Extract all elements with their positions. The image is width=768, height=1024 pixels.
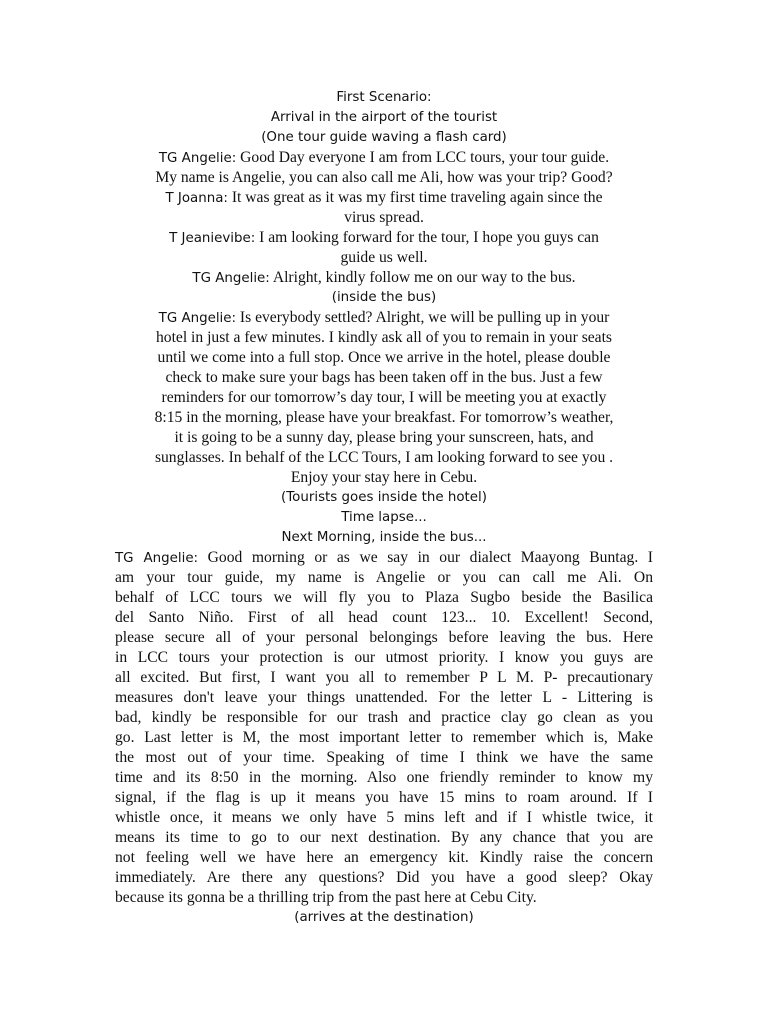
- script-line: [115, 448, 653, 468]
- line-text: behalf of LCC tours we will fly you to Plaza Sugbo beside the Basilica: [115, 589, 653, 606]
- script-line: [115, 688, 653, 708]
- script-line: [115, 248, 653, 268]
- line-text: virus spread.: [344, 209, 424, 226]
- line-text: Good morning or as we say in our dialect Maayong Buntag. I: [198, 549, 653, 566]
- script-line: [115, 768, 653, 788]
- script-line: [115, 428, 653, 448]
- line-text: (inside the bus): [331, 290, 437, 305]
- script-line: [115, 868, 653, 888]
- line-text: hotel in just a few minutes. I kindly ask all of you to remain in your seats: [155, 329, 613, 346]
- line-text: sunglasses. In behalf of the LCC Tours, I am looking forward to see you .: [154, 449, 614, 466]
- script-line: [115, 368, 653, 388]
- script-line: [115, 208, 653, 228]
- script-line: [115, 408, 653, 428]
- line-text: (Tourists goes inside the hotel): [281, 490, 487, 505]
- line-text: Good Day everyone I am from LCC tours, your tour guide.: [236, 149, 610, 166]
- script-line: [115, 588, 653, 608]
- line-text: Alright, kindly follow me on our way to the bus.: [269, 269, 576, 286]
- script-line: [115, 888, 653, 908]
- line-text: measures don't leave your things unattended. For the letter L - Littering is: [115, 689, 653, 706]
- speaker-label: T Jeanievibe:: [169, 231, 256, 246]
- script-line: [115, 828, 653, 848]
- dialogue-line: [115, 148, 653, 168]
- line-text: reminders for our tomorrow’s day tour, I will be meeting you at exactly: [161, 389, 607, 406]
- script-line: [115, 108, 653, 128]
- speaker-label: TG Angelie:: [158, 311, 237, 326]
- script-line: [115, 488, 653, 508]
- line-text: check to make sure your bags has been taken off in the bus. Just a few: [165, 369, 603, 386]
- script-line: [115, 648, 653, 668]
- line-text: all excited. But first, I want you all to remember P L M. P- precautionary: [115, 669, 653, 686]
- speaker-label: TG Angelie:: [158, 151, 237, 166]
- dialogue-line: [115, 188, 653, 208]
- dialogue-line: [115, 268, 653, 288]
- line-text: time and its 8:50 in the morning. Also one friendly reminder to know my: [115, 769, 653, 786]
- script-line: [115, 388, 653, 408]
- line-text: because its gonna be a thrilling trip from the past here at Cebu City.: [115, 889, 537, 906]
- script-line: [115, 288, 653, 308]
- line-text: in LCC tours your protection is our utmost priority. I know you guys are: [115, 649, 653, 666]
- script-line: [115, 528, 653, 548]
- script-line: [115, 168, 653, 188]
- line-text: Enjoy your stay here in Cebu.: [290, 469, 478, 486]
- line-text: Is everybody settled? Alright, we will be pulling up in your: [236, 309, 610, 326]
- script-line: [115, 328, 653, 348]
- line-text: until we come into a full stop. Once we arrive in the hotel, please double: [157, 349, 611, 366]
- dialogue-line: [115, 228, 653, 248]
- script-line: [115, 908, 653, 928]
- line-text: go. Last letter is M, the most important letter to remember which is, Make: [115, 729, 653, 746]
- dialogue-line: [115, 548, 653, 568]
- script-text: [115, 88, 653, 928]
- script-line: [115, 128, 653, 148]
- script-line: [115, 88, 653, 108]
- line-text: (One tour guide waving a flash card): [261, 130, 507, 145]
- line-text: Time lapse...: [341, 510, 427, 525]
- line-text: Arrival in the airport of the tourist: [270, 110, 498, 125]
- speaker-label: TG Angelie:: [115, 551, 199, 566]
- line-text: First Scenario:: [336, 90, 432, 105]
- line-text: am your tour guide, my name is Angelie or you can call me Ali. On: [115, 569, 653, 586]
- line-text: whistle once, it means we only have 5 mins left and if I whistle twice, it: [115, 809, 653, 826]
- line-text: means its time to go to our next destination. By any chance that you are: [115, 829, 653, 846]
- line-text: I am looking forward for the tour, I hope you guys can: [255, 229, 599, 246]
- script-line: [115, 508, 653, 528]
- line-text: immediately. Are there any questions? Did you have a good sleep? Okay: [115, 869, 653, 886]
- script-line: [115, 728, 653, 748]
- script-line: [115, 848, 653, 868]
- line-text: not feeling well we have here an emergency kit. Kindly raise the concern: [115, 849, 653, 866]
- speaker-label: TG Angelie:: [192, 271, 270, 286]
- line-text: My name is Angelie, you can also call me Ali, how was your trip? Good?: [155, 169, 613, 186]
- line-text: (arrives at the destination): [294, 910, 474, 925]
- dialogue-line: [115, 308, 653, 328]
- document-page: [115, 88, 653, 928]
- line-text: Next Morning, inside the bus...: [281, 530, 487, 545]
- line-text: 8:15 in the morning, please have your breakfast. For tomorrow’s weather,: [154, 409, 614, 426]
- line-text: bad, kindly be responsible for our trash and practice clay go clean as you: [115, 709, 653, 726]
- script-line: [115, 808, 653, 828]
- script-line: [115, 608, 653, 628]
- script-line: [115, 668, 653, 688]
- line-text: please secure all of your personal belongings before leaving the bus. Here: [115, 629, 653, 646]
- script-line: [115, 628, 653, 648]
- line-text: guide us well.: [340, 249, 428, 266]
- script-line: [115, 568, 653, 588]
- script-line: [115, 708, 653, 728]
- script-line: [115, 788, 653, 808]
- line-text: the most out of your time. Speaking of time I think we have the same: [115, 749, 653, 766]
- line-text: it is going to be a sunny day, please bring your sunscreen, hats, and: [174, 429, 594, 446]
- line-text: signal, if the flag is up it means you have 15 mins to roam around. If I: [115, 789, 653, 806]
- script-line: [115, 748, 653, 768]
- line-text: del Santo Niño. First of all head count 123... 10. Excellent! Second,: [115, 609, 653, 626]
- script-line: [115, 348, 653, 368]
- script-line: [115, 468, 653, 488]
- speaker-label: T Joanna:: [165, 191, 228, 206]
- line-text: It was great as it was my first time traveling again since the: [227, 189, 603, 206]
